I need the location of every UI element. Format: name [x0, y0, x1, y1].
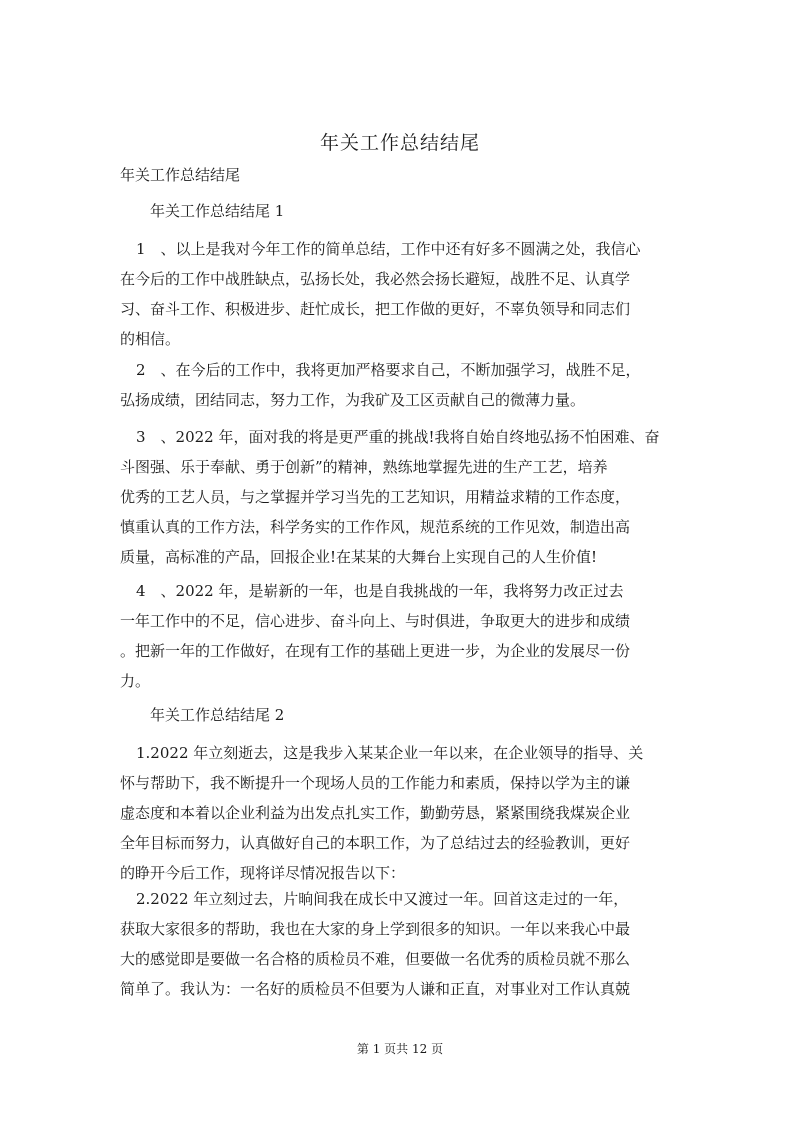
paragraph-line: 大的感觉即是要做一名合格的质检员不难，但要做一名优秀的质检员就不那么: [120, 950, 631, 968]
paragraph-line: 3 、2022 年，面对我的将是更严重的挑战!我将自始自终地弘扬不怕困难、奋: [136, 428, 660, 446]
paragraph-line: 斗图强、乐于奉献、勇于创新”的精神，熟练地掌握先进的生产工艺，培养: [120, 458, 608, 476]
paragraph-line: 优秀的工艺人员，与之掌握并学习当先的工艺知识，用精益求精的工作态度，: [120, 488, 631, 506]
paragraph-line: 获取大家很多的帮助，我也在大家的身上学到很多的知识。一年以来我心中最: [120, 920, 631, 938]
paragraph-line: 习、奋斗工作、积极进步、赶忙成长，把工作做的更好，不辜负领导和同志们: [120, 300, 631, 318]
paragraph-1-2: [120, 355, 640, 415]
document-subtitle: 年关工作总结结尾: [120, 166, 241, 184]
paragraph-2-2: [120, 884, 640, 1004]
paragraph-line: 1 、以上是我对今年工作的简单总结，工作中还有好多不圆满之处，我信心: [136, 240, 641, 258]
paragraph-1-1: [120, 234, 640, 354]
paragraph-line: 力。: [120, 672, 151, 690]
paragraph-line: 怀与帮助下，我不断提升一个现场人员的工作能力和素质，保持以学为主的谦: [120, 774, 631, 792]
paragraph-1-4: [120, 576, 640, 696]
paragraph-line: 1.2022 年立刻逝去，这是我步入某某企业一年以来，在企业领导的指导、关: [136, 744, 644, 762]
paragraph-line: 的睁开今后工作，现将详尽情况报告以下：: [120, 864, 406, 882]
paragraph-line: 全年目标而努力，认真做好自己的本职工作，为了总结过去的经验教训，更好: [120, 834, 631, 852]
paragraph-line: 。把新一年的工作做好，在现有工作的基础上更进一步，为企业的发展尽一份: [120, 642, 631, 660]
paragraph-2-1: [120, 738, 644, 888]
page-footer: 第 1 页共 12 页: [356, 1042, 444, 1056]
paragraph-line: 弘扬成绩，团结同志，努力工作，为我矿及工区贡献自己的微薄力量。: [120, 391, 586, 409]
paragraph-line: 4 、2022 年，是崭新的一年，也是自我挑战的一年，我将努力改正过去: [136, 582, 624, 600]
paragraph-line: 的相信。: [120, 330, 181, 348]
paragraph-line: 2 、在今后的工作中，我将更加严格要求自己，不断加强学习，战胜不足，: [136, 361, 641, 379]
paragraph-line: 虚态度和本着以企业利益为出发点扎实工作，勤勤劳恳，紧紧围绕我煤炭企业: [120, 804, 631, 822]
paragraph-line: 在今后的工作中战胜缺点，弘扬长处，我必然会扬长避短，战胜不足、认真学: [120, 270, 631, 288]
section-heading-2: 年关工作总结结尾 2: [150, 706, 285, 724]
paragraph-line: 质量，高标准的产品，回报企业!在某某的大舞台上实现自己的人生价值!: [120, 548, 598, 566]
document-title: 年关工作总结结尾: [319, 132, 480, 154]
paragraph-line: 慎重认真的工作方法，科学务实的工作作风，规范系统的工作见效，制造出高: [120, 518, 631, 536]
paragraph-line: 2.2022 年立刻过去，片晌间我在成长中又渡过一年。回首这走过的一年，: [136, 890, 629, 908]
paragraph-1-3: [120, 422, 660, 572]
section-heading-1: 年关工作总结结尾 1: [150, 202, 285, 220]
paragraph-line: 简单了。我认为：一名好的质检员不但要为人谦和正直，对事业对工作认真兢: [120, 980, 631, 998]
paragraph-line: 一年工作中的不足，信心进步、奋斗向上、与时俱进，争取更大的进步和成绩: [120, 612, 631, 630]
